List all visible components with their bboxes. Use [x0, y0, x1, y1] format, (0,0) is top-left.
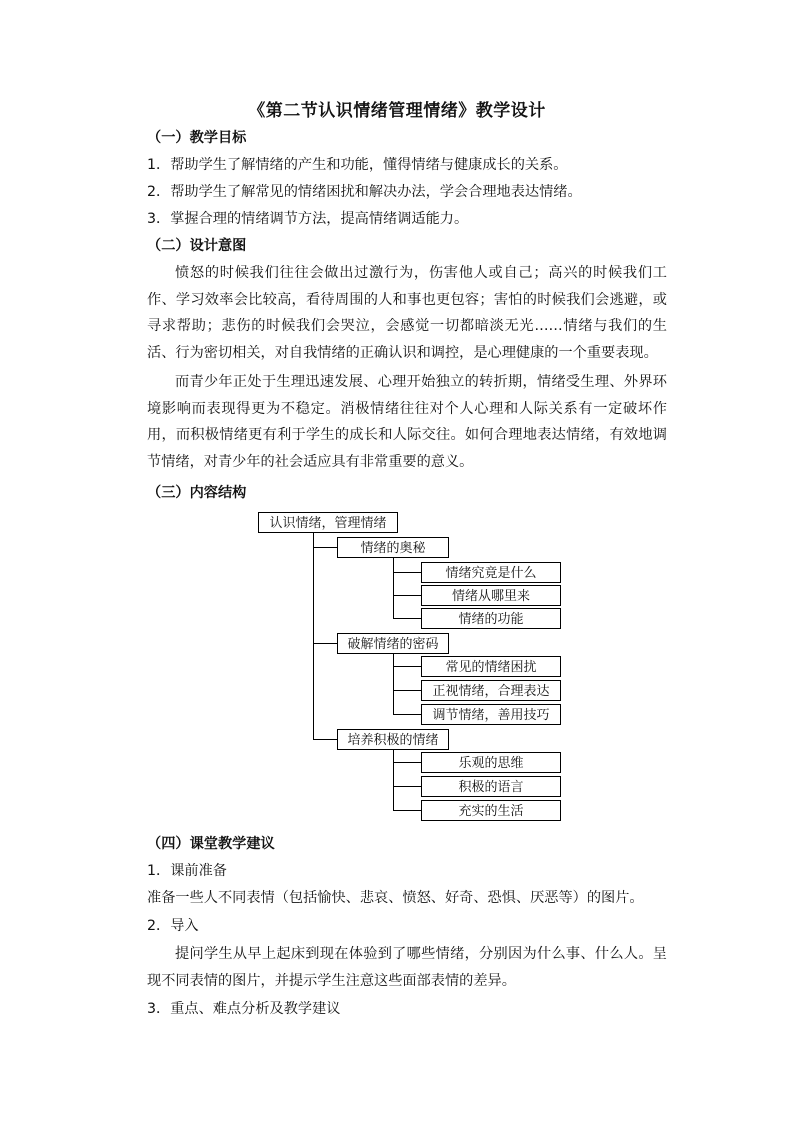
tree-connector — [393, 654, 394, 714]
tree-leaf: 情绪从哪里来 — [421, 585, 561, 606]
tree-leaf: 充实的生活 — [421, 800, 561, 821]
suggestion-item: 3．重点、难点分析及教学建议 — [147, 1001, 341, 1017]
tree-connector — [393, 572, 421, 573]
suggestion-item: 2．导入 — [147, 918, 199, 934]
section-heading-suggestions: （四）课堂教学建议 — [147, 836, 275, 852]
tree-connector — [313, 739, 337, 740]
tree-connector — [393, 690, 421, 691]
tree-leaf: 情绪究竟是什么 — [421, 562, 561, 583]
tree-connector — [393, 666, 421, 667]
section-heading-intent: （二）设计意图 — [147, 238, 247, 254]
tree-root: 认识情绪，管理情绪 — [258, 512, 398, 533]
tree-connector — [393, 810, 421, 811]
page-title: 《第二节认识情绪管理情绪》教学设计 — [248, 101, 546, 121]
tree-leaf: 正视情绪，合理表达 — [421, 680, 561, 701]
tree-connector — [313, 533, 314, 739]
tree-connector — [393, 786, 421, 787]
suggestion-item: 1．课前准备 — [147, 863, 227, 879]
tree-branch: 破解情绪的密码 — [337, 633, 449, 654]
tree-connector — [393, 762, 421, 763]
tree-leaf: 积极的语言 — [421, 776, 561, 797]
tree-leaf: 乐观的思维 — [421, 752, 561, 773]
tree-branch: 培养积极的情绪 — [337, 729, 449, 750]
objective-item: 1．帮助学生了解情绪的产生和功能，懂得情绪与健康成长的关系。 — [147, 157, 568, 173]
tree-connector — [393, 595, 421, 596]
tree-connector — [313, 547, 337, 548]
intent-paragraph: 愤怒的时候我们往往会做出过激行为，伤害他人或自己；高兴的时候我们工作、学习效率会比较高，看待周围的人和事也更包容；害怕的时候我们会逃避，或寻求帮助；悲伤的时候我们会哭泣，会感觉一切都暗淡无光……情绪与我们的生活、行为密切相关，对自我情绪的正确认识和调控，是心理健康的一个重要表现。 — [147, 265, 667, 361]
suggestion-text: 提问学生从早上起床到现在体验到了哪些情绪，分别因为什么事、什么人。呈现不同表情的图片，并提示学生注意这些面部表情的差异。 — [147, 946, 667, 989]
objective-item: 2．帮助学生了解常见的情绪困扰和解决办法，学会合理地表达情绪。 — [147, 184, 582, 200]
objective-item: 3．掌握合理的情绪调节方法，提高情绪调适能力。 — [147, 211, 469, 227]
tree-connector — [393, 558, 394, 618]
tree-branch: 情绪的奥秘 — [337, 537, 449, 558]
tree-leaf: 调节情绪，善用技巧 — [421, 704, 561, 725]
tree-connector — [393, 714, 421, 715]
section-heading-objectives: （一）教学目标 — [147, 130, 247, 146]
section-heading-structure: （三）内容结构 — [147, 485, 247, 501]
tree-connector — [393, 750, 394, 810]
tree-connector — [393, 618, 421, 619]
tree-leaf: 常见的情绪困扰 — [421, 656, 561, 677]
tree-connector — [313, 643, 337, 644]
suggestion-text: 准备一些人不同表情（包括愉快、悲哀、愤怒、好奇、恐惧、厌恶等）的图片。 — [147, 890, 644, 906]
intent-paragraph: 而青少年正处于生理迅速发展、心理开始独立的转折期，情绪受生理、外界环境影响而表现得更为不稳定。消极情绪往往对个人心理和人际关系有一定破坏作用，而积极情绪更有利于学生的成长和人际交往。如何合理地表达情绪，有效地调节情绪，对青少年的社会适应具有非常重要的意义。 — [147, 374, 667, 470]
tree-leaf: 情绪的功能 — [421, 608, 561, 629]
